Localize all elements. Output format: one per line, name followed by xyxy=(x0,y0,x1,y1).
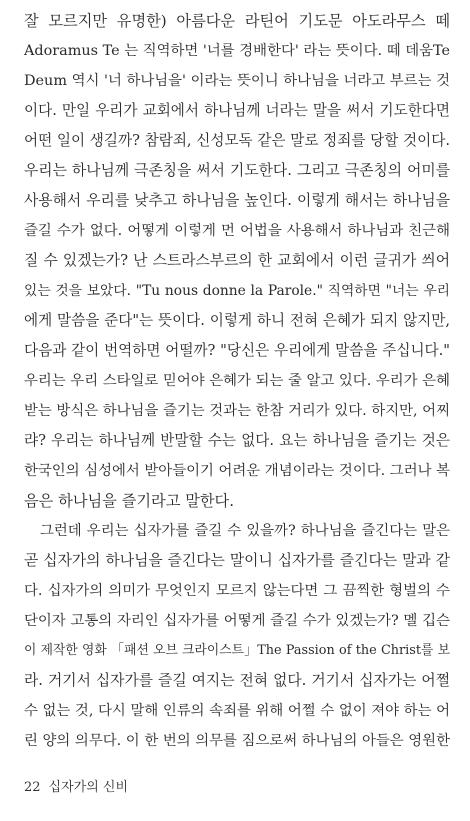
text-line: 단이자 고통의 자리인 십자가를 어떻게 즐길 수가 있겠는가? 멜 깁슨 xyxy=(24,613,450,629)
text-line: 우리는 하나님께 극존칭을 써서 기도한다. 그리고 극존칭의 어미를 xyxy=(24,162,450,179)
paragraph-last-line: 음은 하나님을 즐기라고 말한다. xyxy=(24,492,235,510)
text-line: 우리는 우리 스타일로 믿어야 은혜가 되는 줄 알고 있다. 우리가 은혜 xyxy=(24,373,450,389)
text-line: 다. 십자가의 의미가 무엇인지 모르지 않는다면 그 끔찍한 형벌의 수 xyxy=(24,583,450,599)
text-line: 린 양의 의무다. 이 한 번의 의무를 짐으로써 하나님의 아들은 영원한 xyxy=(24,733,450,749)
text-line: 이 제작한 영화 「패션 오브 크라이스트」The Passion of the Christ를 보 xyxy=(24,643,450,658)
text-line: 다음과 같이 번역하면 어떨까? "당신은 우리에게 말씀을 주십니다." xyxy=(24,342,450,359)
text-line: 질 수 있겠는가? 난 스트라스부르의 한 교회에서 이런 글귀가 씌어 xyxy=(24,252,450,269)
text-line: Adoramus Te 는 직역하면 '너를 경배한다' 라는 뜻이다. 떼 데움Te xyxy=(24,43,450,59)
text-line: 받는 방식은 하나님을 즐기는 것과는 한참 거리가 있다. 하지만, 어찌 xyxy=(24,403,450,419)
running-title: 십자가의 신비 xyxy=(48,780,129,795)
page-number: 22 xyxy=(24,780,41,795)
paragraph-first-line: 그런데 우리는 십자가를 즐길 수 있을까? 하나님을 즐긴다는 말은 xyxy=(40,523,450,539)
text-line: 잘 모르지만 유명한) 아름다운 라틴어 기도문 아도라무스 떼 xyxy=(24,12,450,30)
text-line: 사용해서 우리를 낮추고 하나님을 높인다. 이렇게 해서는 하나님을 xyxy=(24,192,450,209)
text-line: 곧 십자가의 하나님을 즐긴다는 말이니 십자가를 즐긴다는 말과 같 xyxy=(24,552,450,569)
text-line: 즐길 수가 없다. 어떻게 이렇게 먼 어법을 사용해서 하나님과 친근해 xyxy=(24,223,450,239)
text-line: 에게 말씀을 준다"는 뜻이다. 이렇게 하니 전혀 은혜가 되지 않지만, xyxy=(24,312,450,329)
text-line: 이다. 만일 우리가 교회에서 하나님께 너라는 말을 써서 기도한다면 xyxy=(24,102,450,119)
text-line: 어떤 일이 생길까? 참람죄, 신성모독 같은 말로 정죄를 당할 것이다. xyxy=(24,132,450,149)
text-line: 라. 거기서 십자가를 즐길 여지는 전혀 없다. 거기서 십자가는 어쩔 xyxy=(24,672,450,689)
body-text xyxy=(24,6,450,756)
text-line: Deum 역시 '너 하나님을' 이라는 뜻이니 하나님을 너라고 부르는 것 xyxy=(24,73,450,89)
text-line: 랴? 우리는 하나님께 반말할 수는 없다. 요는 하나님을 즐기는 것은 xyxy=(24,432,450,449)
text-line: 수 없는 것, 다시 말해 인류의 속죄를 위해 어쩔 수 없이 져야 하는 어 xyxy=(24,703,450,719)
page-footer xyxy=(24,778,128,798)
text-line: 한국인의 심성에서 받아들이기 어려운 개념이라는 것이다. 그러나 복 xyxy=(24,463,450,479)
text-line: 있는 것을 보았다. "Tu nous donne la Parole." 직역하면 "너는 우리 xyxy=(24,283,450,299)
